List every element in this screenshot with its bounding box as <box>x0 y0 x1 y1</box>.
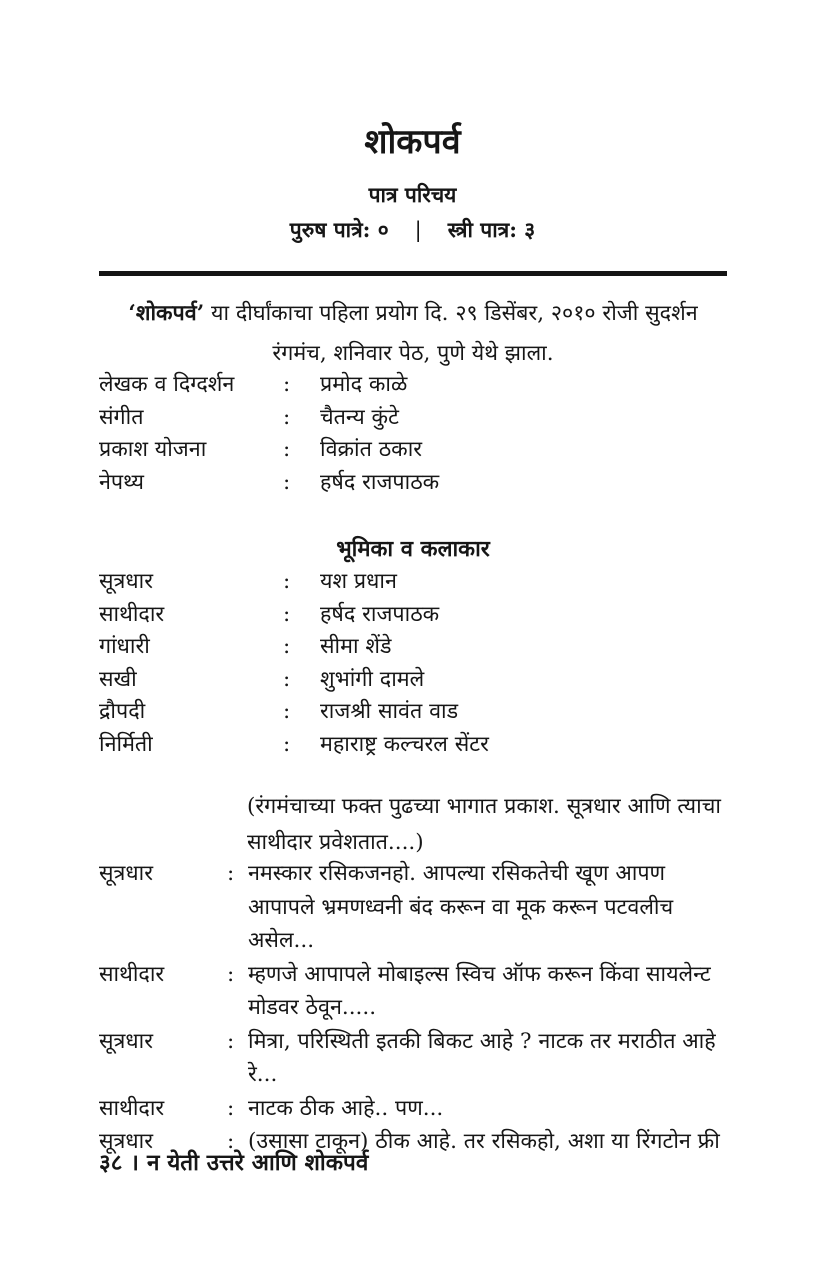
dialogue-row <box>99 958 727 1025</box>
speaker-name: सूत्रधार <box>99 861 153 886</box>
dialogue-row <box>99 857 727 958</box>
credit-colon: : <box>283 469 291 495</box>
cast-colon: : <box>283 569 291 594</box>
female-characters-count: स्त्री पात्र: ३ <box>447 217 536 242</box>
dialogue-colon: : <box>227 861 235 886</box>
credit-row <box>99 434 727 467</box>
cast-colon: : <box>283 634 291 659</box>
credit-value: चैतन्य कुंटे <box>320 404 399 430</box>
dialogue-colon: : <box>227 961 235 987</box>
page-title: शोकपर्व <box>364 122 461 162</box>
character-intro-subtitle: पात्र परिचय <box>368 182 457 207</box>
cast-role: साथीदार <box>99 601 165 627</box>
credit-colon: : <box>283 437 291 462</box>
page-footer <box>99 1148 727 1178</box>
credit-colon: : <box>283 372 291 397</box>
speaker-name: सूत्रधार <box>99 1129 153 1154</box>
cast-heading: भूमिका व कलाकार <box>336 536 490 562</box>
speaker-name: सूत्रधार <box>99 1028 153 1054</box>
dialogue-text: नमस्कार रसिकजनहो. आपल्या रसिकतेची खूण आपण आपापले भ्रमणध्वनी बंद करून वा मूक करून पटवलीच असेल... <box>248 861 674 953</box>
dialogue-text: (उसासा टाकून) ठीक आहे. तर रसिकहो, अशा या रिंगटोन फ्री <box>248 1129 720 1154</box>
speaker-name: साथीदार <box>99 1095 165 1121</box>
cast-actor: यश प्रधान <box>320 569 397 594</box>
stage-direction: (रंगमंचाच्या फक्त पुढच्या भागात प्रकाश. सूत्रधार आणि त्याचा साथीदार प्रवेशतात....) <box>247 794 721 855</box>
cast-row <box>99 599 727 632</box>
credit-label: नेपथ्य <box>99 469 144 495</box>
footer-divider: । <box>130 1150 139 1176</box>
cast-row <box>99 631 727 664</box>
dialogue-colon: : <box>227 1129 235 1154</box>
cast-row <box>99 664 727 697</box>
credit-row <box>99 467 727 500</box>
cast-counts-line <box>0 217 825 243</box>
cast-actor: महाराष्ट्र कल्चरल सेंटर <box>320 731 489 757</box>
cast-actor: राजश्री सावंत वाड <box>320 699 459 724</box>
dialogue-text: म्हणजे आपापले मोबाइल्स स्विच ऑफ करून किंवा सायलेन्ट मोडवर ठेवून..... <box>248 961 711 1020</box>
page-number: ३८ <box>99 1150 123 1176</box>
credit-label: लेखक व दिग्दर्शन <box>99 372 235 397</box>
cast-colon: : <box>283 601 291 627</box>
cast-row <box>99 696 727 729</box>
dialogue-row <box>99 1092 727 1126</box>
cast-role: गांधारी <box>99 634 150 659</box>
dialogue-colon: : <box>227 1095 235 1121</box>
credit-row <box>99 369 727 402</box>
credits-list <box>99 369 727 499</box>
book-title: न येती उत्तरे आणि शोकपर्व <box>146 1150 369 1176</box>
cast-colon: : <box>283 731 291 757</box>
cast-section <box>99 533 727 761</box>
speaker-name: साथीदार <box>99 961 165 987</box>
premiere-note <box>99 294 727 374</box>
dialogue-text: नाटक ठीक आहे.. पण... <box>248 1095 444 1121</box>
cast-row <box>99 729 727 762</box>
horizontal-rule <box>99 271 727 276</box>
credit-value: विक्रांत ठकार <box>320 437 423 462</box>
male-characters-count: पुरुष पात्रे: ० <box>289 217 389 242</box>
cast-row <box>99 566 727 599</box>
cast-role: निर्मिती <box>99 731 153 757</box>
cast-role: सखी <box>99 666 137 692</box>
cast-role: द्रौपदी <box>99 699 146 724</box>
counts-divider: | <box>414 218 422 242</box>
dialogue-colon: : <box>227 1028 235 1054</box>
dialogue-row <box>99 1025 727 1092</box>
credit-value: हर्षद राजपाठक <box>320 469 440 495</box>
credit-label: प्रकाश योजना <box>99 437 207 462</box>
dialogue-text: मित्रा, परिस्थिती इतकी बिकट आहे ? नाटक तर मराठीत आहे रे... <box>248 1028 716 1087</box>
credit-colon: : <box>283 404 291 430</box>
credit-row <box>99 402 727 435</box>
cast-colon: : <box>283 666 291 692</box>
credit-value: प्रमोद काळे <box>320 372 408 397</box>
premiere-text: या दीर्घांकाचा पहिला प्रयोग दि. २९ डिसेंबर, २०१० रोजी सुदर्शन रंगमंच, शनिवार पेठ, पुणे येथे झाला. <box>204 301 698 366</box>
cast-actor: सीमा शेंडे <box>320 634 392 659</box>
cast-role: सूत्रधार <box>99 569 153 594</box>
credit-label: संगीत <box>99 404 144 430</box>
premiere-play-name: ‘शोकपर्व’ <box>128 301 205 326</box>
page-header <box>0 122 825 243</box>
cast-actor: शुभांगी दामले <box>320 666 425 692</box>
dialogue-list <box>99 857 727 1159</box>
cast-colon: : <box>283 699 291 724</box>
cast-actor: हर्षद राजपाठक <box>320 601 440 627</box>
